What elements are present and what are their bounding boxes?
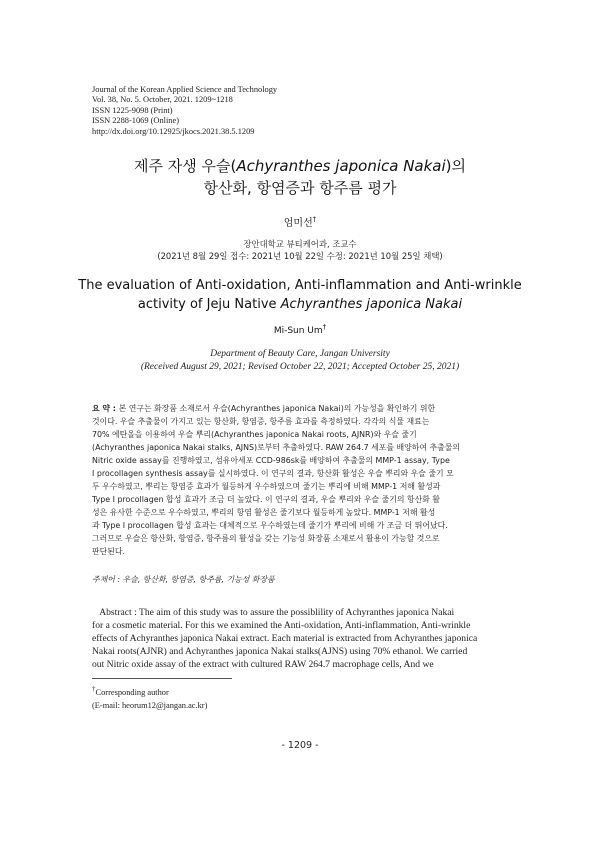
korean-abstract-line: Type I procollagen 합성 효과가 조금 더 높았다. 이 연구의 결과, 우슬 뿌리와 우슬 줄기의 항산화 활	[92, 495, 441, 504]
english-title-line-1: The evaluation of Anti-oxidation, Anti-inflammation and Anti-wrinkle	[78, 278, 522, 293]
journal-info	[92, 85, 277, 137]
korean-title-line-1: 제주 자생 우슬(Achyranthes japonica Nakai)의	[133, 157, 467, 175]
english-abstract-line: effects of Achyranthes japonica Nakai extract. Each material is extracted from Achyranthes japonica	[92, 633, 478, 644]
doi-link[interactable]: http://dx.doi.org/10.12925/jkocs.2021.38.5.1209	[92, 126, 255, 136]
korean-abstract-line: 판단된다.	[92, 547, 125, 556]
english-author: Mi-Sun Um†	[273, 323, 327, 336]
footnote-email: (E-mail: heorum12@jangan.ac.kr)	[92, 700, 208, 710]
korean-abstract-line: 과 Type I procollagen 합성 효과는 대체적으로 우수하였는데 줄기가 뿌리에 비해 가 조금 더 뛰어났다.	[92, 521, 448, 530]
korean-abstract-line: 것이다. 우슬 추출물이 가지고 있는 항산화, 항염증, 항주름 효과를 측정하였다. 각각의 식물 재료는	[92, 417, 430, 426]
korean-abstract-line: 두 우수하였고, 뿌리는 항염증 효과가 월등하게 우수하였으며 줄기는 뿌리에 비해 MMP-1 저해 활성과	[92, 482, 441, 491]
korean-title-line-2: 항산화, 항염증과 항주름 평가	[203, 179, 397, 197]
korean-abstract-line: Nitric oxide assay를 진행하였고, 섬유아세포 CCD-986sk를 배양하여 추출물의 MMP-1 assay, Type	[92, 456, 450, 465]
korean-title-species: Achyranthes japonica Nakai	[236, 157, 446, 175]
footnote	[92, 683, 207, 712]
page-number: - 1209 -	[281, 740, 319, 751]
korean-abstract-line: I procollagen synthesis assay를 실시하였다. 이 연구의 결과, 항산화 활성은 우슬 뿌리와 우슬 줄기 모	[92, 469, 454, 478]
corresponding-mark-en: †	[322, 323, 327, 331]
korean-abstract-line: 요 약 : 본 연구는 화장품 소재로서 우슬(Achyranthes japonica Nakai)의 가능성을 확인하기 위한	[92, 404, 436, 413]
footnote-corresponding: †Corresponding author	[92, 685, 169, 697]
korean-abstract-line: (Achyranthes japonica Nakai stalks, AJNS)로부터 추출하였다. RAW 264.7 세포를 배양하여 추출물의	[92, 443, 460, 452]
issn-print: ISSN 1225-9098 (Print)	[92, 105, 173, 115]
korean-author: 엄미선†	[283, 215, 317, 229]
english-abstract	[92, 606, 512, 671]
korean-abstract-line: 성은 유사한 수준으로 우수하였고, 뿌리의 항염 활성은 줄기보다 월등하게 높았다. MMP-1 저해 활성	[92, 508, 436, 517]
korean-dates: (2021년 8월 29일 접수: 2021년 10월 22일 수정: 2021년 10월 25일 채택)	[157, 251, 443, 261]
english-abstract-line: Abstract : The aim of this study was to assure the possiblility of Achyranthes japonica Nakai	[99, 607, 455, 618]
korean-abstract-line: 그러므로 우슬은 항산화, 항염증, 항주름의 활성을 갖는 기능성 화장품 소재로서 활용이 가능할 것으로	[92, 534, 440, 543]
journal-volume: Vol. 38, No. 5. October, 2021. 1209~1218	[92, 95, 233, 105]
english-abstract-line: for a cosmetic material. For this we examined the Anti-oxidation, Anti-inflammation, Anti-wrinkle	[92, 620, 471, 631]
journal-name: Journal of the Korean Applied Science and Technology	[92, 85, 278, 94]
korean-abstract-label: 요 약 :	[92, 404, 119, 413]
english-affiliation: Department of Beauty Care, Jangan University	[210, 349, 390, 359]
issn-online: ISSN 2288-1069 (Online)	[92, 116, 180, 126]
footnote-divider	[92, 678, 232, 679]
korean-keywords: 주제어 : 우슬, 항산화, 항염증, 항주름, 기능성 화장품	[92, 575, 275, 584]
corresponding-mark: †	[312, 215, 317, 224]
english-abstract-line: Nakai roots(AJNR) and Achyranthes japonica Nakai stalks(AJNS) using 70% ethanol. We carried	[92, 646, 468, 657]
english-title-line-2: activity of Jeju Native Achyranthes japonica Nakai	[137, 297, 463, 312]
korean-affiliation: 장안대학교 뷰티케어과, 조교수	[243, 239, 357, 249]
korean-abstract-line: 70% 에탄올을 이용하여 우슬 뿌리(Achyranthes japonica Nakai roots, AJNR)와 우슬 줄기	[92, 430, 417, 439]
english-abstract-line: out Nitric oxide assay of the extract with cultured RAW 264.7 macrophage cells, And we	[92, 659, 434, 670]
english-dates: (Received August 29, 2021; Revised October 22, 2021; Accepted October 25, 2021)	[140, 362, 460, 372]
korean-abstract	[92, 402, 512, 558]
english-abstract-label: Abstract :	[99, 607, 139, 618]
english-title-species: Achyranthes japonica Nakai	[280, 297, 463, 312]
